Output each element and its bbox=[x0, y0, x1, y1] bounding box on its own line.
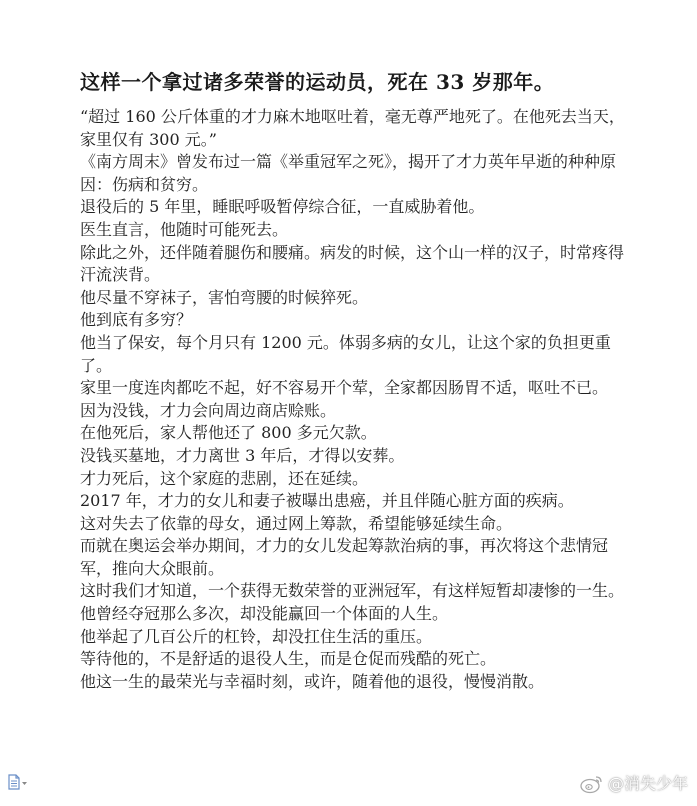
paragraph: 而就在奥运会举办期间，才力的女儿发起筹款治病的事，再次将这个悲情冠军，推向大众眼前。 bbox=[80, 536, 609, 578]
paragraph: 因为没钱，才力会向周边商店赊账。 bbox=[80, 400, 337, 420]
paragraph: 2017 年，才力的女儿和妻子被曝出患癌，并且伴随心脏方面的疾病。 bbox=[80, 491, 574, 511]
paragraph: 退役后的 5 年里，睡眠呼吸暂停综合征，一直威胁着他。 bbox=[80, 197, 485, 217]
document-dropdown-icon[interactable] bbox=[6, 773, 30, 791]
paragraph: 没钱买墓地，才力离世 3 年后，才得以安葬。 bbox=[80, 445, 405, 465]
paragraph: “超过 160 公斤体重的才力麻木地呕吐着，毫无尊严地死了。在他死去当天，家里仅有 300 元。” bbox=[80, 107, 625, 149]
article-title: 这样一个拿过诸多荣誉的运动员，死在 33 岁那年。 bbox=[80, 70, 555, 94]
paragraph: 他这一生的最荣光与幸福时刻，或许，随着他的退役，慢慢消散。 bbox=[80, 671, 545, 691]
paragraph: 这对失去了依靠的母女，通过网上筹款，希望能够延续生命。 bbox=[80, 513, 513, 533]
paragraph: 他举起了几百公斤的杠铃，却没扛住生活的重压。 bbox=[80, 626, 433, 646]
paragraph: 除此之外，还伴随着腿伤和腰痛。病发的时候，这个山一样的汉子，时常疼得汗流浃背。 bbox=[80, 242, 625, 285]
paragraph: 医生直言，他随时可能死去。 bbox=[80, 219, 289, 239]
paragraph: 家里一度连肉都吃不起，好不容易开个荤，全家都因肠胃不适，呕吐不已。 bbox=[80, 378, 609, 398]
paragraph: 等待他的，不是舒适的退役人生，而是仓促而残酷的死亡。 bbox=[80, 649, 497, 669]
paragraph: 这时我们才知道，一个获得无数荣誉的亚洲冠军，有这样短暂却凄惨的一生。 bbox=[80, 581, 625, 601]
paragraph: 才力死后，这个家庭的悲剧，还在延续。 bbox=[80, 468, 369, 488]
watermark-text: @消失少年 bbox=[608, 774, 689, 793]
paragraph: 他曾经夺冠那么多次，却没能赢回一个体面的人生。 bbox=[80, 604, 449, 624]
weibo-logo-icon bbox=[580, 774, 604, 794]
paragraph: 他尽量不穿袜子，害怕弯腰的时候猝死。 bbox=[80, 287, 369, 307]
paragraph: 他到底有多穷？ bbox=[80, 310, 193, 330]
paragraph: 《南方周末》曾发布过一篇《举重冠军之死》，揭开了才力英年早逝的种种原因：伤病和贫穷。 bbox=[80, 152, 617, 194]
paragraph: 在他死后，家人帮他还了 800 多元欠款。 bbox=[80, 423, 377, 443]
article-body bbox=[80, 106, 625, 693]
weibo-watermark bbox=[580, 773, 692, 795]
paragraph: 他当了保安，每个月只有 1200 元。体弱多病的女儿，让这个家的负担更重了。 bbox=[80, 332, 611, 375]
